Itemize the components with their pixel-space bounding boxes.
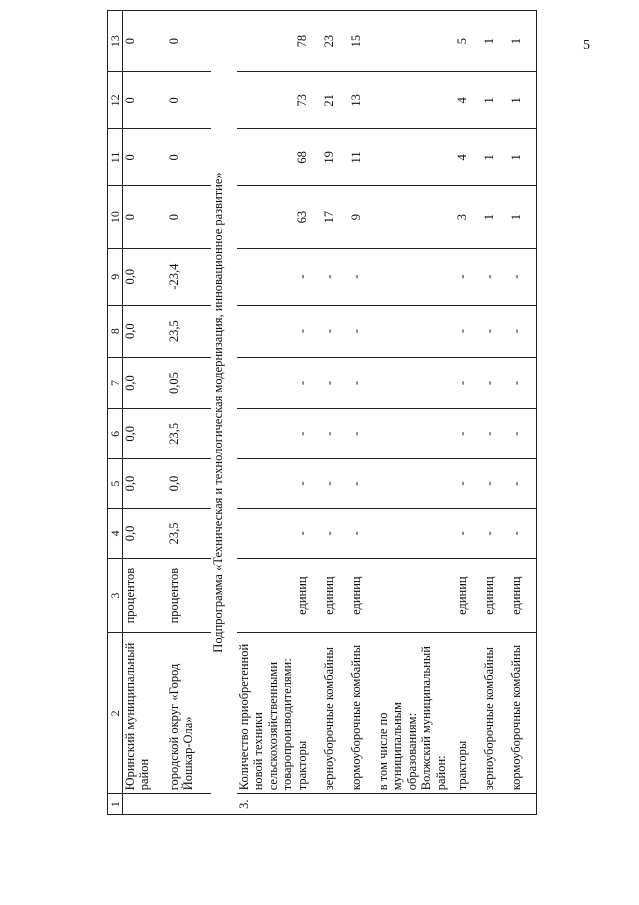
row-index [455, 794, 482, 815]
col-num: 4 [108, 509, 123, 559]
col-num: 5 [108, 459, 123, 509]
cell [376, 72, 419, 129]
row-unit: единиц [509, 558, 537, 633]
col-num: 11 [108, 129, 123, 186]
row-unit: единиц [349, 558, 376, 633]
cell: - [295, 509, 322, 559]
cell: 1 [482, 11, 509, 72]
col-num: 8 [108, 305, 123, 357]
cell: - [455, 357, 482, 409]
cell: 0 [123, 186, 168, 248]
subprogram-title: Подпрограмма «Техническая и технологическая модернизация, инновационное развитие» [211, 11, 237, 815]
cell: 63 [295, 186, 322, 248]
row-unit: единиц [455, 558, 482, 633]
cell: 0 [123, 129, 168, 186]
cell: - [295, 357, 322, 409]
table-row [482, 11, 509, 815]
cell: 1 [509, 72, 537, 129]
cell: - [482, 357, 509, 409]
col-num: 1 [108, 794, 123, 815]
cell: 0 [167, 72, 211, 129]
cell: 1 [509, 129, 537, 186]
cell: 9 [349, 186, 376, 248]
row-index [167, 794, 211, 815]
row-index [419, 794, 455, 815]
cell: - [295, 409, 322, 459]
cell: - [322, 459, 349, 509]
cell: 0,0 [123, 409, 168, 459]
cell: - [322, 305, 349, 357]
cell: 73 [295, 72, 322, 129]
cell [237, 459, 295, 509]
cell [237, 509, 295, 559]
row-name: тракторы [295, 633, 322, 794]
cell: - [455, 459, 482, 509]
cell: 0 [167, 129, 211, 186]
cell: - [482, 248, 509, 305]
cell: - [482, 459, 509, 509]
row-unit: единиц [295, 558, 322, 633]
cell [237, 248, 295, 305]
cell: 11 [349, 129, 376, 186]
cell [237, 305, 295, 357]
table-row [123, 11, 168, 815]
cell: - [295, 459, 322, 509]
cell [237, 72, 295, 129]
row-index [376, 794, 419, 815]
cell: 4 [455, 72, 482, 129]
table-row [167, 11, 211, 815]
cell: - [295, 305, 322, 357]
col-num: 12 [108, 72, 123, 129]
cell: 0,0 [123, 305, 168, 357]
table-row [419, 11, 455, 815]
row-unit: единиц [322, 558, 349, 633]
row-name: зерноуборочные комбайны [482, 633, 509, 794]
cell: - [455, 305, 482, 357]
row-unit: единиц [482, 558, 509, 633]
cell [419, 72, 455, 129]
row-index [295, 794, 322, 815]
cell [419, 305, 455, 357]
cell [419, 509, 455, 559]
row-name: кормоуборочные комбайны [509, 633, 537, 794]
cell [376, 357, 419, 409]
cell: 78 [295, 11, 322, 72]
table-row [455, 11, 482, 815]
cell: 0 [167, 186, 211, 248]
cell: 0,0 [123, 509, 168, 559]
cell: 5 [455, 11, 482, 72]
cell: 0 [123, 11, 168, 72]
cell: 1 [482, 129, 509, 186]
row-unit: процентов [167, 558, 211, 633]
cell: - [349, 409, 376, 459]
table-row [322, 11, 349, 815]
cell: - [295, 248, 322, 305]
col-num: 7 [108, 357, 123, 409]
cell: - [322, 248, 349, 305]
cell: 0,0 [123, 248, 168, 305]
cell: - [509, 409, 537, 459]
cell: - [349, 305, 376, 357]
cell: 0,05 [167, 357, 211, 409]
cell [237, 129, 295, 186]
cell [419, 459, 455, 509]
cell: - [509, 357, 537, 409]
cell [237, 409, 295, 459]
cell: 0,0 [123, 357, 168, 409]
cell: -23,4 [167, 248, 211, 305]
cell [376, 409, 419, 459]
cell: - [455, 509, 482, 559]
cell: - [349, 357, 376, 409]
cell: 3 [455, 186, 482, 248]
cell: - [455, 248, 482, 305]
col-num: 3 [108, 558, 123, 633]
cell: - [455, 409, 482, 459]
row-index [349, 794, 376, 815]
cell: - [509, 459, 537, 509]
cell [419, 129, 455, 186]
col-num: 13 [108, 11, 123, 72]
row-name: Юринский муниципальный район [123, 633, 168, 794]
cell: 1 [482, 72, 509, 129]
row-index [322, 794, 349, 815]
row-unit: процентов [123, 558, 168, 633]
cell: - [482, 409, 509, 459]
table-row [295, 11, 322, 815]
indicator-table [107, 10, 537, 815]
cell: 1 [509, 186, 537, 248]
cell [419, 248, 455, 305]
section-name: Количество приобретенной новой техники сельскохозяйственными товаропроизводителями: [237, 633, 295, 794]
cell [419, 11, 455, 72]
subprogram-row [211, 11, 237, 815]
cell: 23 [322, 11, 349, 72]
cell [419, 409, 455, 459]
cell: - [322, 357, 349, 409]
cell [237, 11, 295, 72]
cell: - [482, 509, 509, 559]
cell [376, 459, 419, 509]
section-index: 3. [237, 794, 295, 815]
table-row [509, 11, 537, 815]
col-num: 6 [108, 409, 123, 459]
cell [237, 357, 295, 409]
cell [419, 186, 455, 248]
cell: 17 [322, 186, 349, 248]
row-unit [376, 558, 419, 633]
cell: 1 [482, 186, 509, 248]
cell: 4 [455, 129, 482, 186]
row-index [123, 794, 168, 815]
cell: 1 [509, 11, 537, 72]
cell: 0 [167, 11, 211, 72]
row-name: Волжский муниципальный район: [419, 633, 455, 794]
column-number-row [108, 11, 123, 815]
col-num: 10 [108, 186, 123, 248]
cell: 13 [349, 72, 376, 129]
cell: 21 [322, 72, 349, 129]
cell: - [322, 409, 349, 459]
cell [376, 305, 419, 357]
cell: - [349, 459, 376, 509]
page-number: 5 [583, 38, 590, 53]
cell [376, 248, 419, 305]
cell: 23,5 [167, 305, 211, 357]
cell: 0 [123, 72, 168, 129]
row-name: в том числе по муниципальным образованиям: [376, 633, 419, 794]
cell: 23,5 [167, 409, 211, 459]
section-row [237, 11, 295, 815]
row-index [482, 794, 509, 815]
cell [376, 129, 419, 186]
cell [376, 11, 419, 72]
row-unit [237, 558, 295, 633]
cell [419, 357, 455, 409]
row-index [509, 794, 537, 815]
cell: 23,5 [167, 509, 211, 559]
cell [376, 186, 419, 248]
row-name: кормоуборочные комбайны [349, 633, 376, 794]
cell [376, 509, 419, 559]
cell: - [509, 248, 537, 305]
cell: 68 [295, 129, 322, 186]
cell: 0,0 [123, 459, 168, 509]
cell: 0,0 [167, 459, 211, 509]
cell: - [482, 305, 509, 357]
cell [237, 186, 295, 248]
cell: - [349, 509, 376, 559]
row-name: городской округ «Город Йошкар-Ола» [167, 633, 211, 794]
row-name: тракторы [455, 633, 482, 794]
cell: 19 [322, 129, 349, 186]
cell: - [509, 509, 537, 559]
cell: 15 [349, 11, 376, 72]
row-unit [419, 558, 455, 633]
table-row [349, 11, 376, 815]
table-row [376, 11, 419, 815]
cell: - [322, 509, 349, 559]
col-num: 9 [108, 248, 123, 305]
cell: - [509, 305, 537, 357]
cell: - [349, 248, 376, 305]
row-name: зерноуборочные комбайны [322, 633, 349, 794]
col-num: 2 [108, 633, 123, 794]
